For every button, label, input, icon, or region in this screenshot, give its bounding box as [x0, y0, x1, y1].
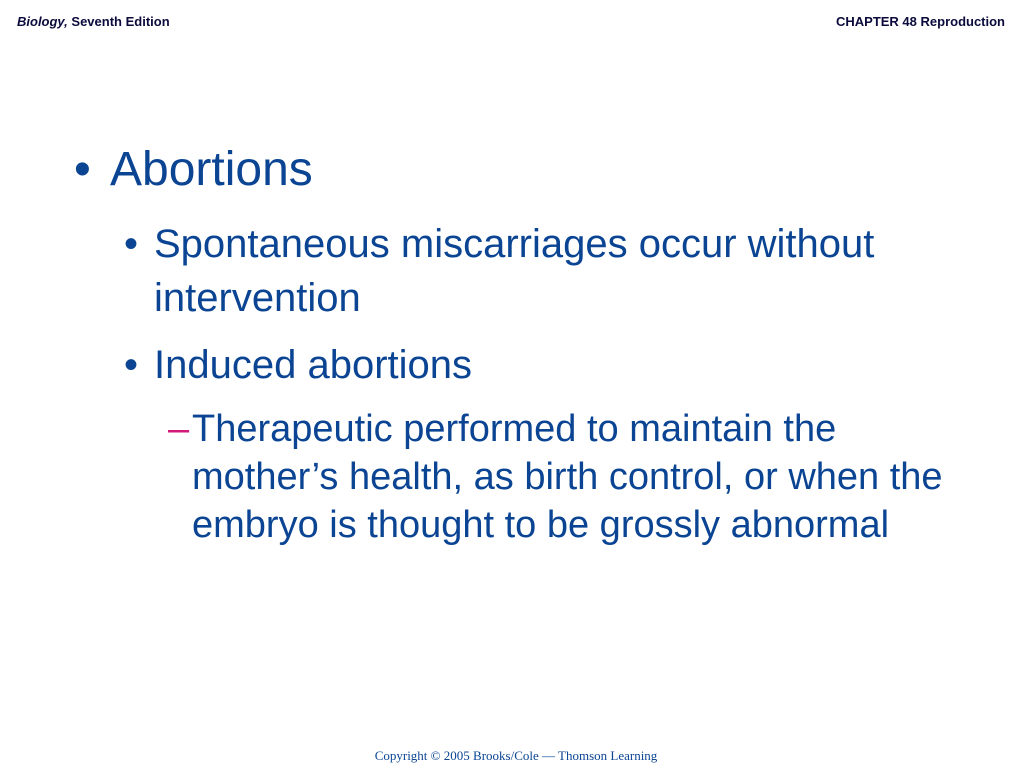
- sub-sub-bullet-therapeutic: [168, 405, 992, 549]
- bullet-marker: •: [74, 143, 91, 196]
- main-bullet: [74, 140, 313, 200]
- book-edition: Seventh Edition: [67, 14, 170, 29]
- sub-bullet-induced: [124, 338, 954, 392]
- sub-bullet-text: Induced abortions: [154, 343, 473, 387]
- sub-sub-bullet-text: Therapeutic performed to maintain the mother’s health, as birth control, or when the embryo is thought to be grossly abnormal: [192, 408, 943, 546]
- dash-marker: –: [168, 408, 190, 450]
- sub-bullet-text: Spontaneous miscarriages occur without intervention: [154, 222, 875, 320]
- bullet-marker: •: [124, 343, 139, 387]
- chapter-title: CHAPTER 48 Reproduction: [835, 14, 1005, 29]
- book-title: Biology,: [17, 14, 68, 29]
- main-bullet-text: Abortions: [110, 143, 313, 196]
- bullet-marker: •: [124, 222, 139, 266]
- sub-bullet-spontaneous: [124, 217, 954, 325]
- copyright-footer: Copyright © 2005 Brooks/Cole — Thomson Learning: [374, 748, 658, 763]
